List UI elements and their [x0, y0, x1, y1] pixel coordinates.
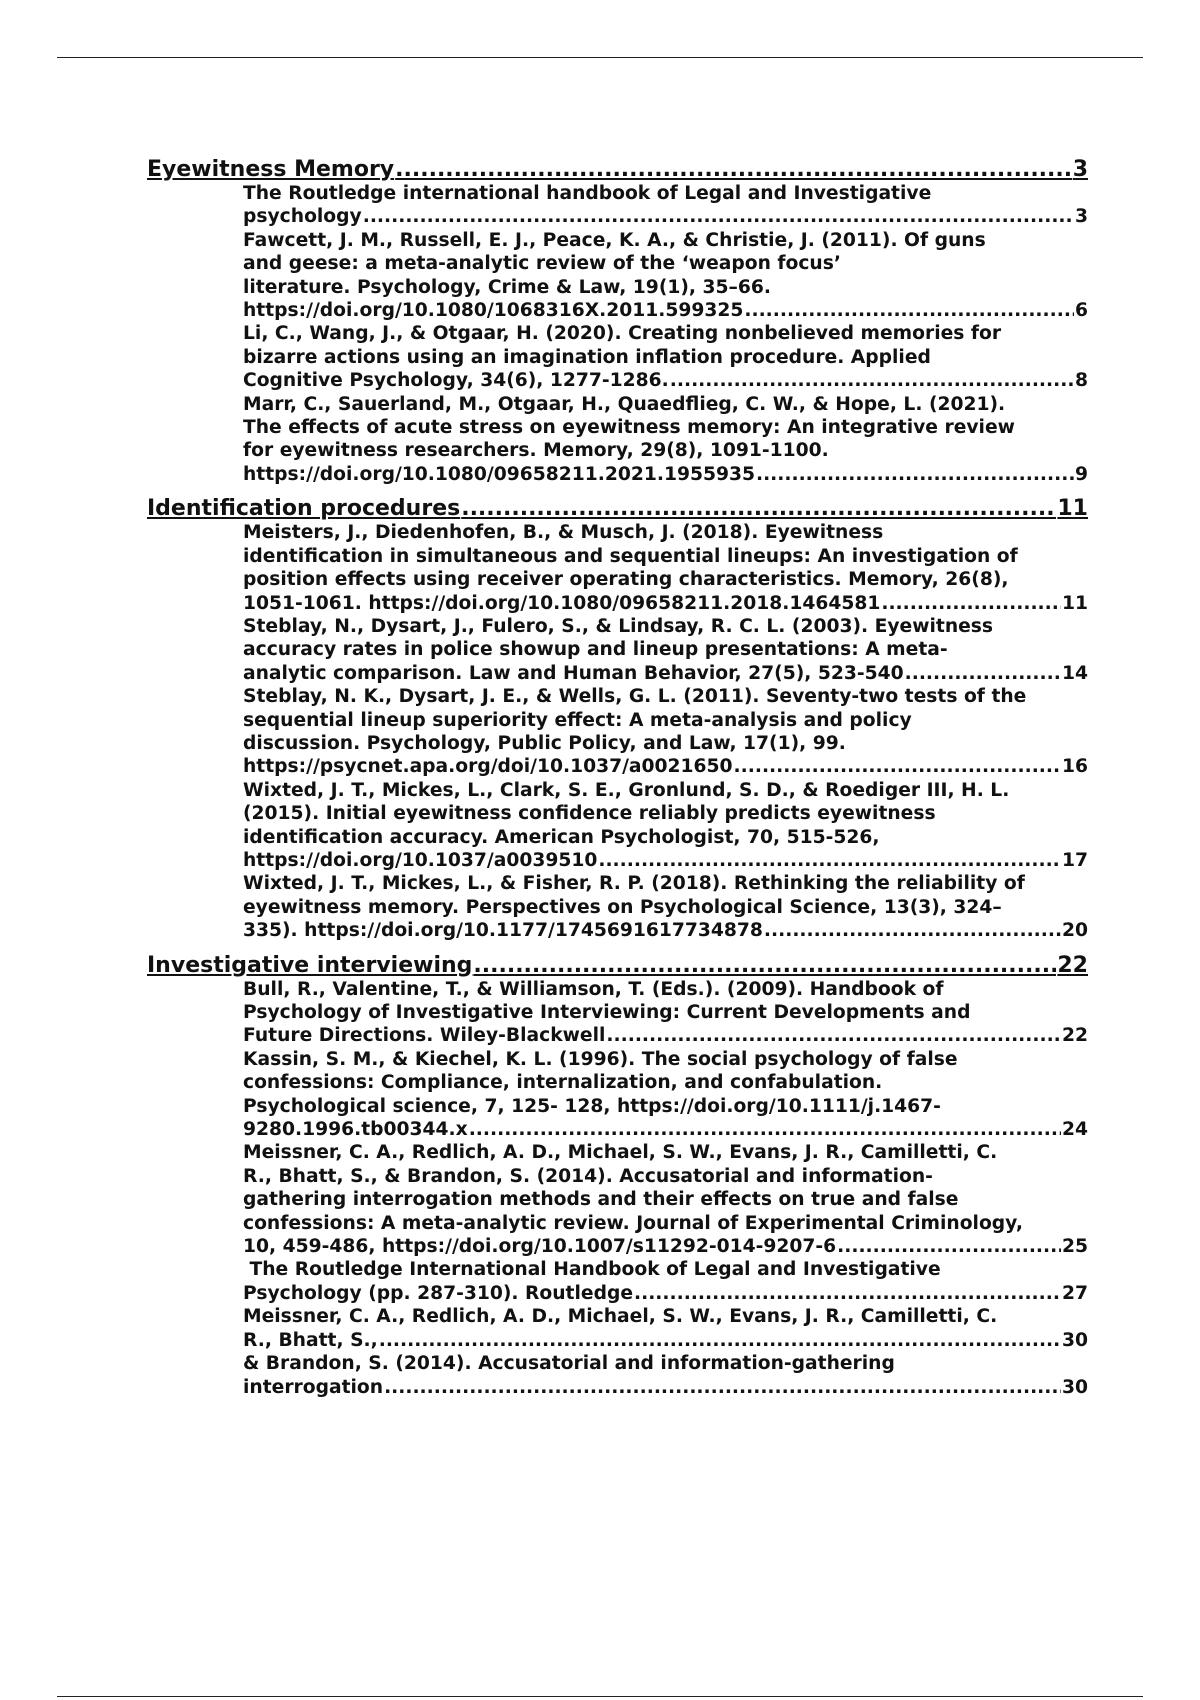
entry-page: 8 — [1074, 370, 1088, 392]
entry-last-line: R., Bhatt, S., — [243, 1329, 378, 1351]
entry-line: & Brandon, S. (2014). Accusatorial and information-gathering — [243, 1353, 895, 1375]
toc-heading-title: Identification procedures — [147, 496, 461, 522]
toc-entry[interactable] — [243, 872, 1088, 942]
entry-line: bizarre actions using an imagination inflation procedure. Applied — [243, 346, 931, 368]
entry-line: for eyewitness researchers. Memory, 29(8), 1091-1100. — [243, 440, 829, 462]
entry-page: 20 — [1061, 920, 1088, 942]
entry-line: gathering interrogation methods and their effects on true and false — [243, 1189, 959, 1211]
entry-last-line: https://doi.org/10.1080/09658211.2021.1955935 — [243, 463, 755, 485]
toc-entry[interactable] — [243, 1352, 1088, 1399]
entry-page: 25 — [1061, 1236, 1088, 1258]
entry-line: and geese: a meta-analytic review of the ‘weapon focus’ — [243, 253, 841, 275]
toc-entry[interactable] — [243, 229, 1088, 323]
entry-line: confessions: Compliance, internalization, and confabulation. — [243, 1072, 883, 1094]
entry-line: Meisters, J., Diedenhofen, B., & Musch, J. (2018). Eyewitness — [243, 522, 884, 544]
toc-heading-title: Eyewitness Memory — [147, 157, 395, 182]
footer-rule — [57, 1696, 1143, 1697]
entry-line: Li, C., Wang, J., & Otgaar, H. (2020). Creating nonbelieved memories for — [243, 323, 1002, 345]
toc-section-identification-procedures — [147, 496, 1088, 942]
entry-last-line: analytic comparison. Law and Human Behavior, 27(5), 523-540 — [243, 662, 904, 684]
entry-last-line: https://psycnet.apa.org/doi/10.1037/a0021650 — [243, 756, 733, 778]
toc-entry[interactable] — [243, 1258, 1088, 1305]
toc-heading[interactable] — [147, 157, 1088, 182]
entry-last-line: 1051-1061. https://doi.org/10.1080/09658211.2018.1464581 — [243, 592, 881, 614]
table-of-contents — [147, 157, 1088, 1409]
entry-line: Wixted, J. T., Mickes, L., & Fisher, R. P. (2018). Rethinking the reliability of — [243, 873, 1025, 895]
entry-page: 14 — [1061, 662, 1088, 684]
entry-page: 3 — [1074, 206, 1088, 228]
entry-last-line: interrogation — [243, 1376, 384, 1398]
toc-heading-page: 11 — [1057, 496, 1088, 522]
toc-heading-title: Investigative interviewing — [147, 952, 473, 978]
entry-line: Steblay, N. K., Dysart, J. E., & Wells, G. L. (2011). Seventy-two tests of the — [243, 686, 1027, 708]
entry-page: 30 — [1061, 1376, 1088, 1398]
entry-last-line: 9280.1996.tb00344.x — [243, 1119, 468, 1141]
toc-entry[interactable] — [243, 521, 1088, 615]
entry-line: The Routledge International Handbook of Legal and Investigative — [243, 1259, 941, 1281]
toc-entry[interactable] — [243, 1305, 1088, 1352]
entry-last-line: Future Directions. Wiley-Blackwell — [243, 1025, 606, 1047]
entry-last-line: Psychology (pp. 287-310). Routledge — [243, 1282, 633, 1304]
entry-page: 22 — [1061, 1025, 1088, 1047]
entry-line: Wixted, J. T., Mickes, L., Clark, S. E., Gronlund, S. D., & Roediger III, H. L. — [243, 779, 1010, 801]
toc-entry[interactable] — [243, 182, 1088, 229]
entry-page: 17 — [1061, 849, 1088, 871]
entry-page: 9 — [1074, 463, 1088, 485]
toc-heading-page: 3 — [1072, 157, 1088, 182]
entry-line: identification accuracy. American Psychologist, 70, 515-526, — [243, 826, 880, 848]
entry-last-line: 10, 459-486, https://doi.org/10.1007/s11292-014-9207-6 — [243, 1236, 837, 1258]
entry-line: Steblay, N., Dysart, J., Fulero, S., & Lindsay, R. C. L. (2003). Eyewitness — [243, 615, 994, 637]
entry-page: 27 — [1061, 1282, 1088, 1304]
entry-line: Fawcett, J. M., Russell, E. J., Peace, K. A., & Christie, J. (2011). Of guns — [243, 229, 986, 251]
entry-line: Marr, C., Sauerland, M., Otgaar, H., Quaedflieg, C. W., & Hope, L. (2021). — [243, 393, 1006, 415]
entry-line: Meissner, C. A., Redlich, A. D., Michael, S. W., Evans, J. R., Camilletti, C. — [243, 1306, 998, 1328]
entry-line: Kassin, S. M., & Kiechel, K. L. (1996). The social psychology of false — [243, 1048, 958, 1070]
entry-line: The effects of acute stress on eyewitness memory: An integrative review — [243, 417, 1015, 439]
entry-last-line: psychology — [243, 206, 362, 228]
entry-line: Bull, R., Valentine, T., & Williamson, T. (Eds.). (2009). Handbook of — [243, 978, 944, 1000]
toc-entry[interactable] — [243, 322, 1088, 392]
toc-heading-page: 22 — [1057, 952, 1088, 978]
entry-line: Meissner, C. A., Redlich, A. D., Michael, S. W., Evans, J. R., Camilletti, C. — [243, 1142, 998, 1164]
toc-heading[interactable] — [147, 496, 1088, 521]
toc-entry[interactable] — [243, 1048, 1088, 1142]
entry-page: 11 — [1061, 592, 1088, 614]
entry-last-line: https://doi.org/10.1037/a0039510 — [243, 849, 598, 871]
entry-line: The Routledge international handbook of Legal and Investigative — [243, 183, 932, 204]
entry-line: eyewitness memory. Perspectives on Psychological Science, 13(3), 324– — [243, 896, 1002, 918]
toc-entry[interactable] — [243, 615, 1088, 685]
entry-last-line: Cognitive Psychology, 34(6), 1277-1286. — [243, 370, 669, 392]
toc-heading[interactable] — [147, 953, 1088, 978]
entry-line: literature. Psychology, Crime & Law, 19(1), 35–66. — [243, 276, 771, 298]
entry-line: R., Bhatt, S., & Brandon, S. (2014). Accusatorial and information- — [243, 1165, 933, 1187]
entry-line: (2015). Initial eyewitness confidence reliably predicts eyewitness — [243, 803, 936, 825]
entry-line: identification in simultaneous and sequential lineups: An investigation of — [243, 545, 1018, 567]
entry-line: accuracy rates in police showup and lineup presentations: A meta- — [243, 639, 948, 661]
entry-last-line: 335). https://doi.org/10.1177/1745691617734878 — [243, 920, 763, 942]
entry-last-line: https://doi.org/10.1080/1068316X.2011.599325 — [243, 300, 744, 322]
entry-line: position effects using receiver operating characteristics. Memory, 26(8), — [243, 569, 1009, 591]
entry-line: Psychology of Investigative Interviewing: Current Developments and — [243, 1002, 971, 1023]
entry-page: 24 — [1061, 1119, 1088, 1141]
toc-entry[interactable] — [243, 393, 1088, 487]
entry-page: 16 — [1061, 756, 1088, 778]
toc-entry[interactable] — [243, 978, 1088, 1048]
entry-page: 30 — [1061, 1329, 1088, 1351]
toc-entry[interactable] — [243, 1141, 1088, 1258]
toc-section-eyewitness-memory — [147, 157, 1088, 486]
entry-line: Psychological science, 7, 125- 128, https://doi.org/10.1111/j.1467- — [243, 1095, 941, 1117]
toc-entry[interactable] — [243, 685, 1088, 779]
entry-line: confessions: A meta-analytic review. Journal of Experimental Criminology, — [243, 1212, 1024, 1234]
toc-section-investigative-interviewing — [147, 953, 1088, 1399]
header-rule — [57, 57, 1143, 58]
toc-entry[interactable] — [243, 779, 1088, 873]
entry-line: discussion. Psychology, Public Policy, and Law, 17(1), 99. — [243, 732, 846, 754]
entry-line: sequential lineup superiority effect: A meta-analysis and policy — [243, 709, 912, 731]
entry-page: 6 — [1074, 300, 1088, 322]
